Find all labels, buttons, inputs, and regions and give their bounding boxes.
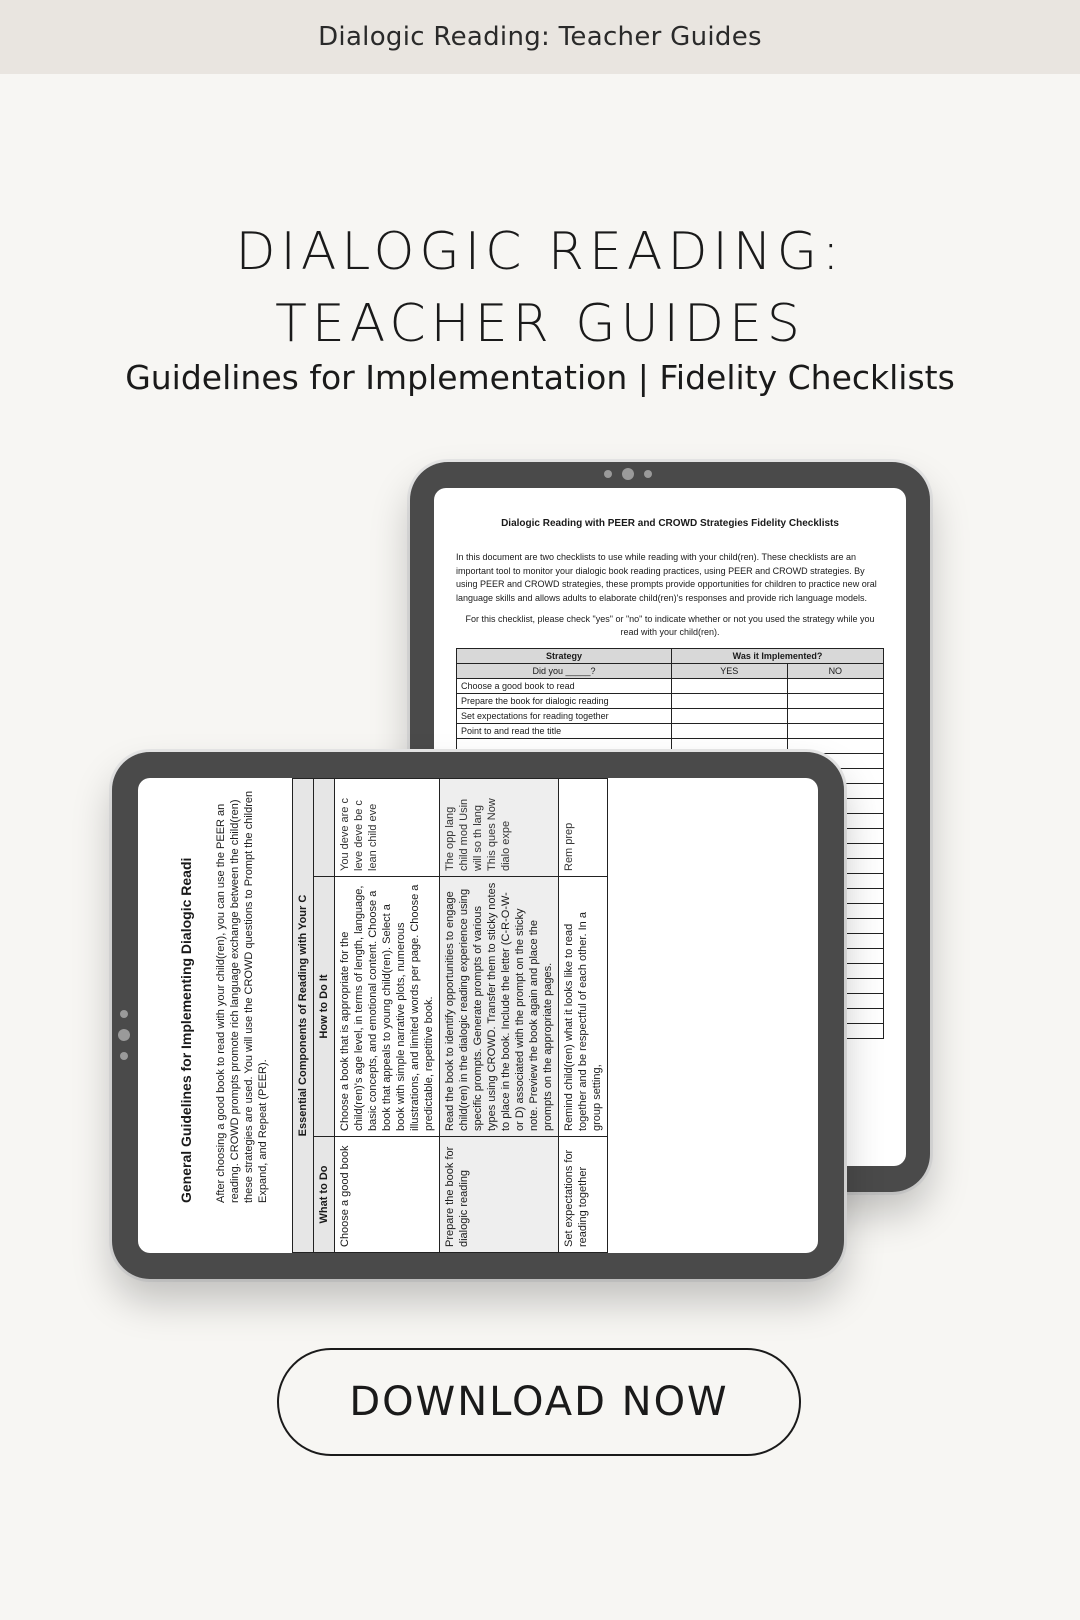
table-row: Prepare the book for dialogic reading	[457, 694, 884, 709]
download-now-button[interactable]	[277, 1348, 801, 1456]
no-checkbox	[787, 709, 883, 724]
sub-yes: YES	[672, 664, 788, 679]
banner-title: Dialogic Reading: Teacher Guides	[318, 22, 762, 52]
hero-subtitle: Guidelines for Implementation | Fidelity Checklists	[125, 358, 955, 397]
download-button-label: DOWNLOAD NOW	[349, 1379, 729, 1425]
col-strategy-header: Strategy	[457, 649, 672, 664]
guidelines-table	[292, 778, 608, 1253]
no-checkbox	[787, 694, 883, 709]
table-row: Choose a good book to read	[457, 679, 884, 694]
yes-checkbox	[672, 724, 788, 739]
table-row: Set expectations for reading together Remind child(ren) what it looks like to read together and be respectful of each other. In a group setting, Rem prep	[559, 779, 608, 1253]
sub-did-you: Did you _____?	[457, 664, 672, 679]
checklist-doc-instruction: For this checklist, please check "yes" or "no" to indicate whether or not you used the strategy while you read with your child(ren).	[465, 614, 875, 637]
camera-dot-icon	[120, 1010, 128, 1018]
top-banner	[0, 0, 1080, 74]
rotated-guidelines-document	[138, 778, 818, 1253]
table-row: Point to and read the title	[457, 724, 884, 739]
front-tablet-screen	[138, 778, 818, 1253]
hero-title-line1: DIALOGIC READING:	[235, 222, 845, 282]
guidelines-doc-title: General Guidelines for Implementing Dialogic Readi	[178, 857, 194, 1203]
yes-checkbox	[672, 679, 788, 694]
col-implemented-header: Was it Implemented?	[672, 649, 884, 664]
table-row: Choose a good book Choose a book that is appropriate for the child(ren)'s age level, in terms of length, language, basic concepts, and emotional content. Choose a book that appeals to young child(ren). Select a book with simple narrative plots, numerous illustrations, and limited words per page. Choose a predictable, repetitive book. You deve are c leve deve be c lean child eve	[335, 779, 440, 1253]
no-checkbox	[787, 679, 883, 694]
guidelines-doc-intro: After choosing a good book to read with your child(ren), you can use the PEER an reading. CROWD prompts promote rich language exchange between the child(ren) these strategies are used. You will use the CROWD questions to Prompt the children Expand, and Repeat (PEER).	[215, 790, 269, 1203]
camera-lens-icon	[118, 1029, 130, 1041]
camera-lens-icon	[622, 468, 634, 480]
yes-checkbox	[672, 694, 788, 709]
hero-title-line2: TEACHER GUIDES	[275, 294, 805, 354]
tablet-front-mockup	[112, 752, 844, 1279]
checklist-doc-title: Dialogic Reading with PEER and CROWD Strategies Fidelity Checklists	[501, 518, 839, 529]
yes-checkbox	[672, 709, 788, 724]
col-how-header: How to Do It	[314, 877, 335, 1137]
sensor-dot-icon	[644, 470, 652, 478]
checklist-doc-intro: In this document are two checklists to use while reading with your child(ren). These checklists are an important tool to monitor your dialogic book reading practices, using PEER and CROWD strategies. By using PEER and CROWD strategies, these prompts provide opportunities for children to practice new oral language skills and allows adults to elaborate child(ren)'s responses and provide rich language models.	[456, 552, 877, 603]
camera-dot-icon	[604, 470, 612, 478]
sensor-dot-icon	[120, 1052, 128, 1060]
col-why-header	[314, 779, 335, 877]
col-what-header: What to Do	[314, 1137, 335, 1253]
no-checkbox	[787, 724, 883, 739]
table-row: Prepare the book for dialogic reading Read the book to identify opportunities to engage child(ren) in the dialogic reading experience using specific prompts. Generate prompts of various types using CROWD. Transfer them to sticky notes to place in the book. Include the letter (C-R-O-W- or D) associated with the prompt on the sticky note. Preview the book again and place the prompts on the appropriate pages. The opp lang child mod Usin will so th lang This ques Now dialo expe	[440, 779, 559, 1253]
sub-no: NO	[787, 664, 883, 679]
table-row: Set expectations for reading together	[457, 709, 884, 724]
guidelines-table-header: Essential Components of Reading with Your C	[293, 779, 314, 1253]
